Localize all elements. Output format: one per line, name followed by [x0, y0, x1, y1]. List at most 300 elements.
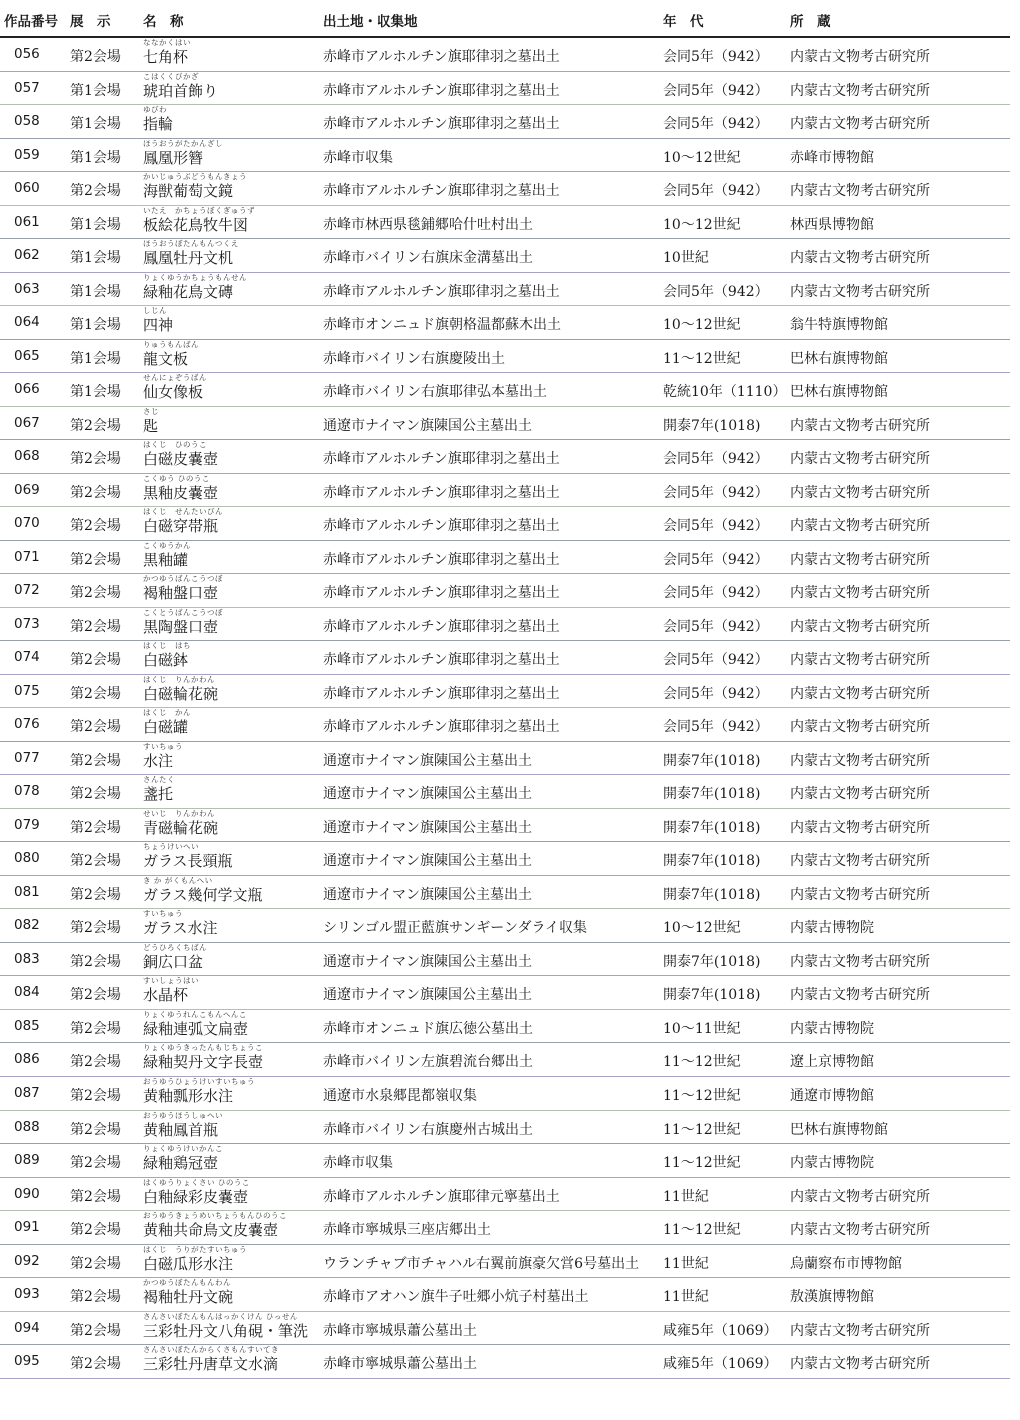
venue: 第2会場 — [70, 1087, 121, 1104]
work-name: 盞托 — [143, 785, 174, 804]
find-place: 赤峰市アルホルチン旗耶律羽之墓出土 — [323, 484, 560, 501]
work-number: 088 — [14, 1118, 40, 1135]
collection: 敖漢旗博物館 — [790, 1289, 874, 1306]
work-number: 094 — [14, 1319, 40, 1336]
collection: 内蒙古文物考古研究所 — [790, 49, 930, 65]
find-place: 赤峰市寧城県蕭公墓出土 — [323, 1322, 477, 1339]
collection: 烏蘭察布市博物館 — [790, 1255, 902, 1272]
period: 11～12世紀 — [663, 1222, 741, 1239]
table-row — [0, 105, 1010, 139]
work-number: 072 — [14, 582, 40, 599]
collection: 内蒙古博物院 — [790, 1155, 874, 1172]
venue: 第1会場 — [70, 250, 121, 267]
name-reading: ななかくはい — [143, 38, 191, 47]
work-number: 081 — [14, 883, 40, 900]
period: 10～11世紀 — [663, 1020, 741, 1037]
collection: 赤峰市博物館 — [790, 149, 874, 166]
work-name: 三彩牡丹文八角硯・筆洗 — [143, 1321, 309, 1340]
period: 会同5年（942） — [663, 518, 769, 535]
collection: 内蒙古博物院 — [790, 1020, 874, 1037]
collection: 巴林右旗博物館 — [790, 350, 888, 367]
work-number: 057 — [14, 79, 40, 96]
table-row — [0, 373, 1010, 407]
work-name: 白釉緑彩皮嚢壺 — [143, 1187, 249, 1206]
table-row — [0, 172, 1010, 206]
period: 10～12世紀 — [663, 149, 741, 166]
find-place: 赤峰市バイリン右旗床金溝墓出土 — [323, 250, 533, 267]
collection: 内蒙古文物考古研究所 — [790, 585, 930, 602]
work-number: 080 — [14, 850, 40, 867]
find-place: 赤峰市寧城県三座店郷出土 — [323, 1222, 491, 1239]
venue: 第2会場 — [70, 819, 121, 836]
table-row — [0, 1144, 1010, 1178]
collection: 内蒙古文物考古研究所 — [790, 752, 930, 769]
collection: 通遼市博物館 — [790, 1087, 874, 1104]
table-row — [0, 708, 1010, 742]
work-name: 黄釉瓢形水注 — [143, 1086, 234, 1105]
venue: 第2会場 — [70, 786, 121, 803]
name-reading: おうゆうほうしゅへい — [143, 1110, 223, 1120]
work-name: 緑釉連弧文扁壺 — [143, 1019, 249, 1038]
period: 開泰7年(1018) — [663, 819, 761, 836]
venue: 第2会場 — [70, 49, 121, 65]
work-number: 086 — [14, 1051, 40, 1068]
find-place: 赤峰市アオハン旗牛子吐郷小炕子村墓出土 — [323, 1289, 589, 1306]
period: 会同5年（942） — [663, 719, 769, 736]
table-header — [0, 0, 1010, 36]
venue: 第2会場 — [70, 1222, 121, 1239]
name-reading: いたえ かちょうぼくぎゅうず — [143, 205, 255, 215]
name-reading: はくゆうりょくさい ひのうこ — [143, 1177, 250, 1187]
collection: 遼上京博物館 — [790, 1054, 874, 1071]
period: 11～12世紀 — [663, 1121, 741, 1138]
name-reading: りょくゆうけいかんこ — [143, 1144, 223, 1154]
work-name: 白磁皮嚢壺 — [143, 450, 219, 469]
find-place: ウランチャブ市チャハル右翼前旗豪欠営6号墓出土 — [323, 1255, 640, 1272]
find-place: 通遼市ナイマン旗陳国公主墓出土 — [323, 786, 533, 803]
venue: 第2会場 — [70, 652, 121, 669]
collection: 内蒙古文物考古研究所 — [790, 250, 930, 267]
table-row — [0, 1077, 1010, 1111]
column-header-venue: 展 示 — [70, 14, 111, 30]
venue: 第1会場 — [70, 82, 121, 99]
venue: 第2会場 — [70, 987, 121, 1004]
name-reading: さんさいぼたんからくさもんすいてき — [143, 1345, 279, 1355]
table-row — [0, 1111, 1010, 1145]
name-reading: き か がくもんへい — [143, 875, 213, 885]
work-number: 069 — [14, 481, 40, 498]
venue: 第2会場 — [70, 1322, 121, 1339]
work-number: 068 — [14, 448, 40, 465]
venue: 第2会場 — [70, 1289, 121, 1306]
name-reading: りゅうもんばん — [143, 339, 199, 349]
collection: 内蒙古文物考古研究所 — [790, 183, 930, 200]
venue: 第2会場 — [70, 1155, 121, 1172]
work-number: 061 — [14, 213, 40, 230]
name-reading: さじ — [143, 406, 159, 416]
work-name: 海獣葡萄文鏡 — [143, 182, 234, 201]
name-reading: こはくくびかざ — [143, 71, 199, 81]
work-name: 琥珀首飾り — [143, 81, 219, 100]
name-reading: こくとうばんこうつぼ — [143, 607, 223, 617]
table-row — [0, 507, 1010, 541]
find-place: 赤峰市収集 — [323, 1155, 393, 1172]
work-name: 龍文板 — [143, 349, 189, 368]
work-number: 078 — [14, 783, 40, 800]
period: 会同5年（942） — [663, 116, 769, 133]
find-place: 赤峰市アルホルチン旗耶律羽之墓出土 — [323, 116, 560, 133]
find-place: 通遼市ナイマン旗陳国公主墓出土 — [323, 752, 533, 769]
table-row — [0, 641, 1010, 675]
find-place: 通遼市ナイマン旗陳国公主墓出土 — [323, 987, 533, 1004]
period: 11世紀 — [663, 1188, 709, 1205]
venue: 第2会場 — [70, 685, 121, 702]
name-reading: はくじ はち — [143, 641, 191, 651]
work-name: 白磁輪花碗 — [143, 684, 219, 703]
name-reading: かつゆうぼたんもんわん — [143, 1278, 231, 1288]
work-name: 青磁輪花碗 — [143, 818, 219, 837]
collection: 内蒙古文物考古研究所 — [790, 953, 930, 970]
venue: 第2会場 — [70, 719, 121, 736]
work-number: 064 — [14, 314, 40, 331]
table-row — [0, 1043, 1010, 1077]
venue: 第1会場 — [70, 116, 121, 133]
work-name: ガラス長頸瓶 — [143, 852, 233, 871]
work-name: 白磁罐 — [143, 718, 189, 737]
collection: 内蒙古文物考古研究所 — [790, 1188, 930, 1205]
work-number: 092 — [14, 1252, 40, 1269]
collection: 内蒙古文物考古研究所 — [790, 1222, 930, 1239]
work-number: 079 — [14, 816, 40, 833]
venue: 第2会場 — [70, 183, 121, 200]
collection: 内蒙古文物考古研究所 — [790, 82, 930, 99]
table-row — [0, 1278, 1010, 1312]
collection: 内蒙古文物考古研究所 — [790, 1322, 930, 1339]
name-reading: せんにょぞうばん — [143, 373, 207, 383]
find-place: 赤峰市バイリン右旗慶州古城出土 — [323, 1121, 533, 1138]
find-place: 赤峰市バイリン右旗慶陵出土 — [323, 350, 505, 367]
work-number: 063 — [14, 280, 40, 297]
table-row — [0, 440, 1010, 474]
venue: 第2会場 — [70, 1188, 121, 1205]
find-place: 赤峰市オンニュド旗朝格温都蘇木出土 — [323, 317, 561, 334]
name-reading: おうゆうひょうけいすいちゅう — [143, 1076, 255, 1086]
work-name: 黒陶盤口壺 — [143, 617, 219, 636]
work-number: 067 — [14, 414, 40, 431]
period: 会同5年（942） — [663, 49, 769, 65]
name-reading: さんたく — [143, 775, 175, 785]
work-number: 091 — [14, 1219, 40, 1236]
find-place: 赤峰市アルホルチン旗耶律羽之墓出土 — [323, 585, 560, 602]
collection: 内蒙古文物考古研究所 — [790, 1356, 930, 1373]
find-place: 赤峰市アルホルチン旗耶律羽之墓出土 — [323, 719, 560, 736]
venue: 第2会場 — [70, 451, 121, 468]
work-name: 白磁穿帯瓶 — [143, 517, 219, 536]
column-header-name: 名 称 — [143, 14, 184, 30]
work-name: 七角杯 — [143, 48, 189, 66]
period: 10～12世紀 — [663, 216, 741, 233]
collection: 巴林右旗博物館 — [790, 384, 888, 401]
work-number: 093 — [14, 1286, 40, 1303]
name-reading: かつゆうばんこうつぼ — [143, 574, 223, 584]
table-row — [0, 206, 1010, 240]
find-place: 赤峰市アルホルチン旗耶律羽之墓出土 — [323, 451, 560, 468]
find-place: 赤峰市バイリン左旗碧流台郷出土 — [323, 1054, 533, 1071]
table-row — [0, 239, 1010, 273]
table-row — [0, 407, 1010, 441]
name-reading: りょくゆうかちょうもんせん — [143, 272, 247, 282]
period: 11世紀 — [663, 1255, 709, 1272]
period: 乾統10年（1110） — [663, 384, 787, 401]
venue: 第1会場 — [70, 384, 121, 401]
period: 会同5年（942） — [663, 183, 769, 200]
work-name: 白磁鉢 — [143, 651, 189, 670]
period: 会同5年（942） — [663, 451, 769, 468]
period: 11～12世紀 — [663, 350, 741, 367]
collection: 内蒙古文物考古研究所 — [790, 551, 930, 568]
period: 開泰7年(1018) — [663, 786, 761, 803]
collection: 内蒙古文物考古研究所 — [790, 618, 930, 635]
venue: 第2会場 — [70, 618, 121, 635]
venue: 第2会場 — [70, 1054, 121, 1071]
work-name: ガラス幾何学文瓶 — [143, 885, 263, 904]
period: 10～12世紀 — [663, 920, 741, 937]
period: 会同5年（942） — [663, 618, 769, 635]
period: 会同5年（942） — [663, 82, 769, 99]
column-header-number: 作品番号 — [4, 14, 58, 30]
column-header-owner: 所 蔵 — [790, 14, 831, 30]
table-row — [0, 1345, 1010, 1379]
period: 会同5年（942） — [663, 484, 769, 501]
period: 11～12世紀 — [663, 1087, 741, 1104]
venue: 第2会場 — [70, 585, 121, 602]
find-place: 通遼市ナイマン旗陳国公主墓出土 — [323, 819, 533, 836]
work-name: 褐釉牡丹文碗 — [143, 1288, 234, 1307]
period: 会同5年（942） — [663, 283, 769, 300]
name-reading: はくじ かん — [143, 708, 191, 718]
collection: 内蒙古博物院 — [790, 920, 874, 937]
period: 咸雍5年（1069） — [663, 1322, 778, 1339]
work-number: 082 — [14, 917, 40, 934]
work-number: 065 — [14, 347, 40, 364]
venue: 第1会場 — [70, 350, 121, 367]
name-reading: すいちゅう — [143, 909, 183, 919]
venue: 第1会場 — [70, 317, 121, 334]
venue: 第2会場 — [70, 953, 121, 970]
table-row — [0, 38, 1010, 72]
name-reading: はくじ うりがたすいちゅう — [143, 1244, 247, 1254]
work-name: 四神 — [143, 316, 174, 335]
collection: 内蒙古文物考古研究所 — [790, 417, 930, 434]
find-place: シリンゴル盟正藍旗サンギーンダライ収集 — [323, 920, 588, 937]
name-reading: ほうおうがたかんざし — [143, 138, 223, 148]
period: 開泰7年(1018) — [663, 953, 761, 970]
period: 10世紀 — [663, 250, 709, 267]
work-name: 褐釉盤口壺 — [143, 584, 219, 603]
table-row — [0, 1178, 1010, 1212]
work-number: 089 — [14, 1152, 40, 1169]
work-number: 058 — [14, 113, 40, 130]
table-row — [0, 72, 1010, 106]
work-name: ガラス水注 — [143, 919, 218, 938]
collection: 林西県博物館 — [790, 216, 874, 233]
column-header-place: 出土地・収集地 — [323, 14, 418, 30]
venue: 第2会場 — [70, 1255, 121, 1272]
collection: 内蒙古文物考古研究所 — [790, 451, 930, 468]
table-row — [0, 909, 1010, 943]
period: 11世紀 — [663, 1289, 709, 1306]
venue: 第1会場 — [70, 283, 121, 300]
table-row — [0, 809, 1010, 843]
name-reading: さんさいぼたんもんはっかくけん ひっせん — [143, 1311, 298, 1321]
work-number: 071 — [14, 548, 40, 565]
work-number: 074 — [14, 649, 40, 666]
work-name: 黒釉罐 — [143, 550, 189, 569]
name-reading: こくゆうかん — [143, 540, 191, 550]
work-name: 黒釉皮嚢壺 — [143, 483, 219, 502]
period: 会同5年（942） — [663, 652, 769, 669]
work-name: 水注 — [143, 751, 174, 770]
table-row — [0, 1211, 1010, 1245]
work-number: 083 — [14, 950, 40, 967]
work-name: 緑釉契丹文字長壺 — [143, 1053, 264, 1072]
collection: 内蒙古文物考古研究所 — [790, 987, 930, 1004]
work-number: 059 — [14, 146, 40, 163]
work-number: 084 — [14, 984, 40, 1001]
find-place: 赤峰市寧城県蕭公墓出土 — [323, 1356, 477, 1373]
table-row — [0, 474, 1010, 508]
find-place: 通遼市水泉郷毘都嶺収集 — [323, 1087, 477, 1104]
work-name: 白磁瓜形水注 — [143, 1254, 234, 1273]
work-name: 鳳凰牡丹文机 — [143, 249, 234, 268]
name-reading: ほうおうぼたんもんつくえ — [143, 239, 239, 249]
table-row — [0, 675, 1010, 709]
find-place: 赤峰市アルホルチン旗耶律羽之墓出土 — [323, 49, 560, 65]
period: 開泰7年(1018) — [663, 752, 761, 769]
table-row — [0, 306, 1010, 340]
collection: 内蒙古文物考古研究所 — [790, 685, 930, 702]
period: 開泰7年(1018) — [663, 987, 761, 1004]
work-name: 緑釉花鳥文磚 — [143, 282, 234, 301]
name-reading: ゆびわ — [143, 105, 167, 115]
find-place: 通遼市ナイマン旗陳国公主墓出土 — [323, 417, 533, 434]
name-reading: はくじ ひのうこ — [143, 440, 207, 450]
period: 開泰7年(1018) — [663, 417, 761, 434]
work-name: 三彩牡丹唐草文水滴 — [143, 1355, 279, 1374]
table-row — [0, 842, 1010, 876]
table-row — [0, 139, 1010, 173]
table-row — [0, 876, 1010, 910]
table-row — [0, 574, 1010, 608]
period: 会同5年（942） — [663, 551, 769, 568]
name-reading: すいちゅう — [143, 741, 183, 751]
collection: 内蒙古文物考古研究所 — [790, 853, 930, 870]
venue: 第2会場 — [70, 1121, 121, 1138]
venue: 第2会場 — [70, 886, 121, 903]
period: 10～12世紀 — [663, 317, 741, 334]
work-number: 090 — [14, 1185, 40, 1202]
collection: 巴林右旗博物館 — [790, 1121, 888, 1138]
find-place: 赤峰市バイリン右旗耶律弘本墓出土 — [323, 384, 547, 401]
name-reading: りょくゆうれんこもんへんこ — [143, 1009, 247, 1019]
work-name: 板絵花鳥牧牛図 — [143, 215, 249, 234]
work-number: 056 — [14, 46, 40, 62]
period: 開泰7年(1018) — [663, 886, 761, 903]
find-place: 赤峰市アルホルチン旗耶律羽之墓出土 — [323, 551, 560, 568]
collection: 内蒙古文物考古研究所 — [790, 719, 930, 736]
work-number: 075 — [14, 682, 40, 699]
venue: 第2会場 — [70, 853, 121, 870]
table-row — [0, 340, 1010, 374]
venue: 第2会場 — [70, 551, 121, 568]
collection: 翁牛特旗博物館 — [790, 317, 888, 334]
period: 11～12世紀 — [663, 1155, 741, 1172]
find-place: 赤峰市収集 — [323, 149, 393, 166]
work-number: 077 — [14, 749, 40, 766]
venue: 第2会場 — [70, 1020, 121, 1037]
name-reading: せいじ りんかわん — [143, 808, 215, 818]
work-name: 鳳凰形簪 — [143, 148, 204, 167]
find-place: 赤峰市アルホルチン旗耶律元寧墓出土 — [323, 1188, 560, 1205]
collection: 内蒙古文物考古研究所 — [790, 652, 930, 669]
table-row — [0, 608, 1010, 642]
collection: 内蒙古文物考古研究所 — [790, 484, 930, 501]
find-place: 赤峰市アルホルチン旗耶律羽之墓出土 — [323, 283, 560, 300]
collection: 内蒙古文物考古研究所 — [790, 518, 930, 535]
name-reading: おうゆうきょうめいちょうもんひのうこ — [143, 1211, 287, 1221]
find-place: 赤峰市林西県毯鋪郷哈什吐村出土 — [323, 216, 533, 233]
venue: 第2会場 — [70, 518, 121, 535]
find-place: 通遼市ナイマン旗陳国公主墓出土 — [323, 886, 533, 903]
table-row — [0, 976, 1010, 1010]
work-number: 085 — [14, 1017, 40, 1034]
find-place: 赤峰市アルホルチン旗耶律羽之墓出土 — [323, 685, 560, 702]
column-header-era: 年 代 — [663, 14, 704, 30]
work-name: 黄釉鳳首瓶 — [143, 1120, 219, 1139]
work-number: 062 — [14, 247, 40, 264]
venue: 第1会場 — [70, 149, 121, 166]
work-number: 070 — [14, 515, 40, 532]
venue: 第1会場 — [70, 216, 121, 233]
name-reading: かいじゅうぶどうもんきょう — [143, 172, 247, 182]
name-reading: しじん — [143, 306, 167, 316]
work-name: 匙 — [143, 416, 159, 435]
table-row — [0, 742, 1010, 776]
period: 咸雍5年（1069） — [663, 1356, 778, 1373]
name-reading: こくゆう ひのうこ — [143, 473, 210, 483]
find-place: 赤峰市アルホルチン旗耶律羽之墓出土 — [323, 518, 560, 535]
find-place: 赤峰市アルホルチン旗耶律羽之墓出土 — [323, 618, 560, 635]
name-reading: はくじ りんかわん — [143, 674, 215, 684]
work-name: 水晶杯 — [143, 986, 189, 1005]
name-reading: すいしょうはい — [143, 976, 199, 986]
table-row — [0, 541, 1010, 575]
work-number: 060 — [14, 180, 40, 197]
collection: 内蒙古文物考古研究所 — [790, 116, 930, 133]
find-place: 赤峰市アルホルチン旗耶律羽之墓出土 — [323, 82, 560, 99]
work-number: 076 — [14, 716, 40, 733]
work-number: 095 — [14, 1353, 40, 1370]
table-row — [0, 273, 1010, 307]
period: 会同5年（942） — [663, 585, 769, 602]
find-place: 赤峰市アルホルチン旗耶律羽之墓出土 — [323, 652, 560, 669]
collection: 内蒙古文物考古研究所 — [790, 283, 930, 300]
work-name: 指輪 — [143, 115, 174, 134]
name-reading: ちょうけいへい — [143, 842, 199, 852]
find-place: 通遼市ナイマン旗陳国公主墓出土 — [323, 953, 533, 970]
find-place: 通遼市ナイマン旗陳国公主墓出土 — [323, 853, 533, 870]
find-place: 赤峰市オンニュド旗広徳公墓出土 — [323, 1020, 533, 1037]
